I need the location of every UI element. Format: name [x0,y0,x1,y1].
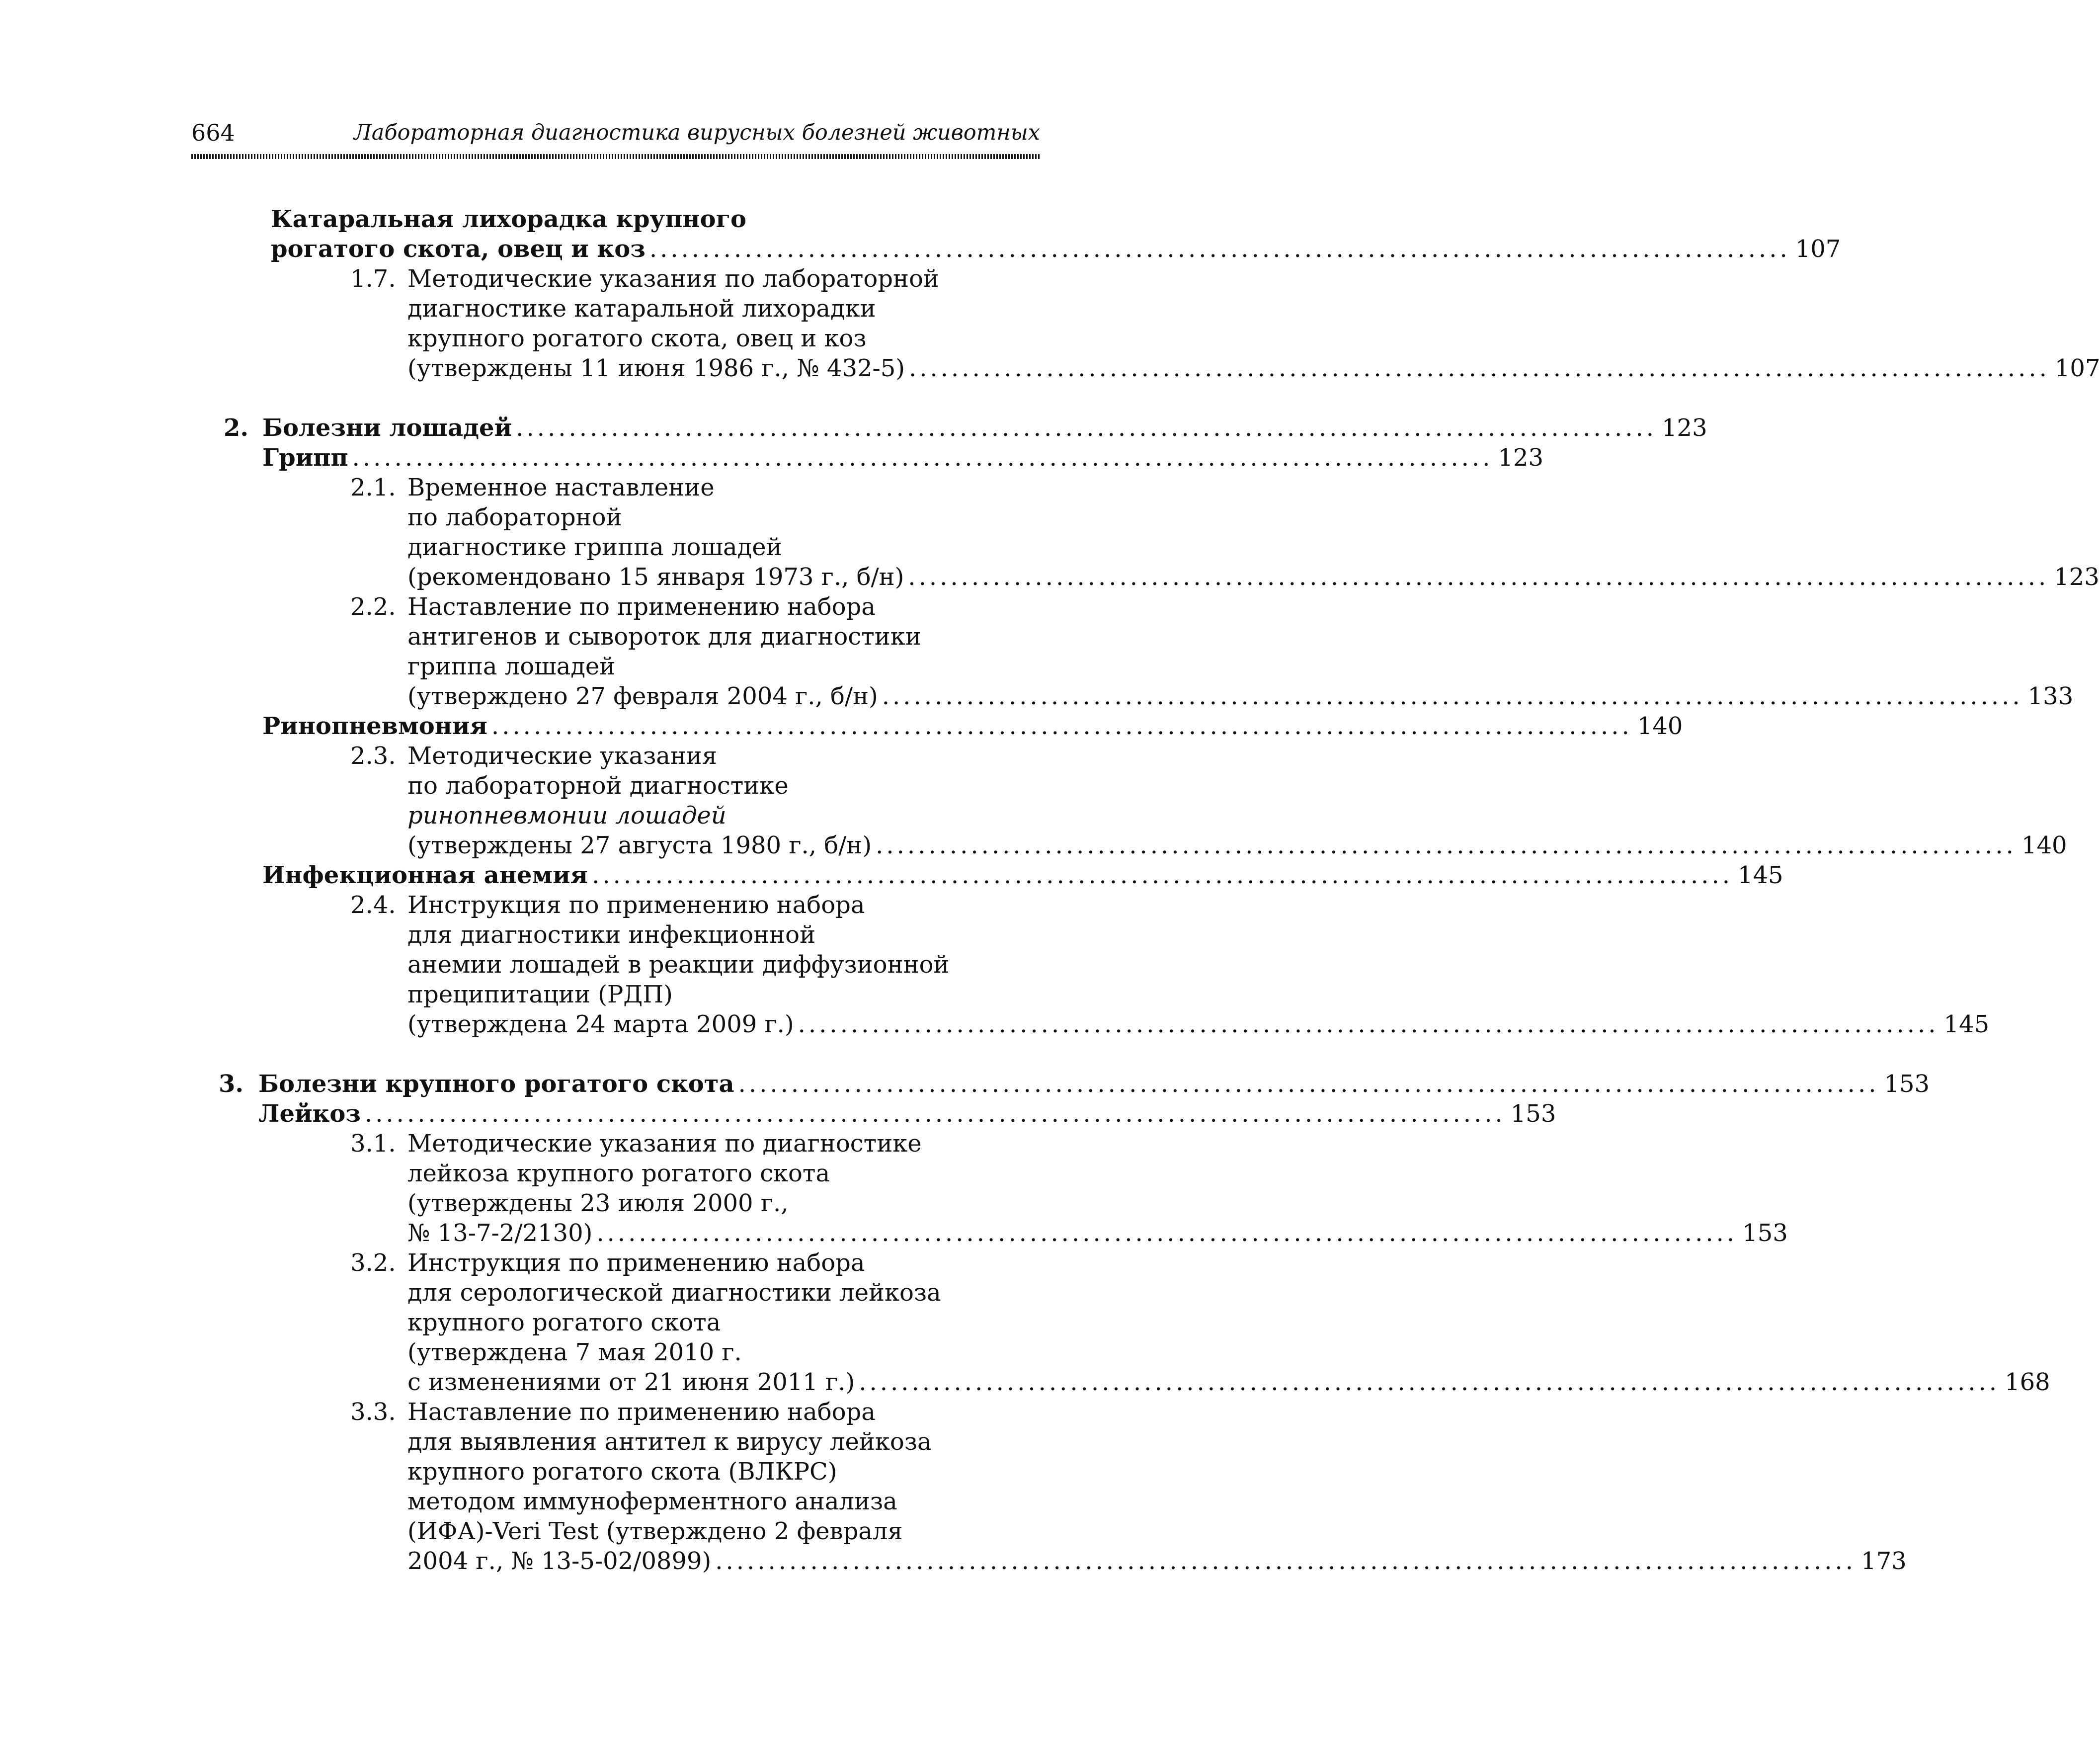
toc-entry-text: (ИФА)-Veri Test (утверждено 2 февраля [407,1517,903,1545]
toc-item-number: 2.4. [350,891,396,919]
toc-page-number: 123 [1498,444,1544,472]
dot-leader: ............................................................................................................ [908,563,2049,591]
toc-entry-text: Инструкция по применению набора [407,1249,865,1277]
toc-entry[interactable] [407,1367,2050,1398]
toc-entry-text: для диагностики инфекционной [407,921,816,949]
toc-entry-text: крупного рогатого скота (ВЛКРС) [407,1458,837,1486]
toc-entry-text: анемии лошадей в реакции диффузионной [407,951,950,979]
toc-entry-text: Методические указания по диагностике [407,1130,922,1158]
toc-entry-text: диагностике катаральной лихорадки [407,295,876,323]
toc-entry-text: Наставление по применению набора [407,593,876,621]
toc-entry-text: Временное наставление [407,474,715,501]
toc-entry-text: крупного рогатого скота, овец и коз [407,325,867,352]
dot-leader: ............................................................................................................ [491,712,1632,740]
toc-item-number: 3.2. [350,1249,396,1277]
toc-page-number: 153 [1510,1100,1556,1128]
dot-leader: ............................................................................................................ [596,1219,1738,1247]
toc-section-title: Болезни крупного рогатого скота [258,1070,734,1098]
dot-leader: ............................................................................................................ [649,235,1790,263]
dot-leader: ............................................................................................................ [909,354,2050,382]
toc-entry-text: ринопневмонии лошадей [407,802,727,830]
toc-entry-text: (утверждены 27 августа 1980 г., б/н) [407,831,872,859]
toc-page-number: 168 [2005,1368,2050,1396]
toc-entry-text: (утверждены 23 июля 2000 г., [407,1189,789,1217]
toc-entry[interactable] [407,1009,1990,1040]
toc-entry-text: гриппа лошадей [407,653,616,680]
toc-page-number: 145 [1943,1010,1990,1038]
running-title: Лабораторная диагностика вирусных болезней животных [353,120,1040,145]
toc-entry-text: (утверждена 7 мая 2010 г. [407,1338,742,1366]
toc-entry-text: диагностике гриппа лошадей [407,533,782,561]
toc-entry-text: крупного рогатого скота [407,1309,721,1336]
toc-section[interactable] [262,413,1707,443]
toc-page-number: 140 [2021,831,2067,859]
page-number: 664 [191,119,235,146]
toc-entry-text: Наставление по применению набора [407,1398,876,1426]
toc-entry[interactable] [271,234,1841,264]
toc-entry[interactable] [407,1546,1907,1577]
toc-item-number: 2.3. [350,742,396,770]
toc-entry[interactable] [407,681,2074,712]
toc-subsection[interactable] [262,442,1544,473]
toc-entry-text: для серологической диагностики лейкоза [407,1279,941,1307]
toc-item-number: 2.2. [350,593,396,621]
toc-page-number: 153 [1884,1070,1930,1098]
toc-entry[interactable] [407,353,2100,384]
dot-leader: ............................................................................................................ [876,831,2017,859]
toc-subsection-title: Лейкоз [258,1100,361,1128]
toc-entry-text: Инструкция по применению набора [407,891,865,919]
toc-subsection-title: Катаральная лихорадка крупного [271,205,746,233]
toc-page-number: 173 [1861,1547,1907,1575]
toc-section-number: 3. [219,1070,244,1098]
toc-entry-text: (утверждено 27 февраля 2004 г., б/н) [407,682,878,710]
toc-entry-text: 2004 г., № 13-5-02/0899) [407,1547,712,1575]
toc-page-number: 107 [2054,354,2100,382]
toc-item-number: 3.3. [350,1398,396,1426]
toc-item-number: 2.1. [350,474,396,501]
toc-page-number: 133 [2027,682,2074,710]
toc-entry-text: (утверждена 24 марта 2009 г.) [407,1010,794,1038]
toc-entry-text: для выявления антител к вирусу лейкоза [407,1428,932,1456]
toc-entry-text: (рекомендовано 15 января 1973 г., б/н) [407,563,904,591]
toc-entry-text: по лабораторной [407,503,622,531]
dot-leader: ............................................................................................................ [516,414,1657,442]
toc-subsection-title: Грипп [262,444,348,472]
toc-section[interactable] [258,1069,1930,1099]
toc-entry-text: с изменениями от 21 июня 2011 г.) [407,1368,855,1396]
toc-page-number: 140 [1637,712,1683,740]
toc-entry-text: по лабораторной диагностике [407,772,789,800]
dot-leader: ............................................................................................................ [352,444,1493,472]
toc-page-number: 107 [1795,235,1841,263]
dot-leader: ............................................................................................................ [859,1368,2000,1396]
toc-entry-text: рогатого скота, овец и коз [271,235,646,263]
toc-item-number: 3.1. [350,1130,396,1158]
toc-subsection[interactable] [262,860,1783,891]
dot-leader: ............................................................................................................ [592,861,1733,889]
toc-entry-text: методом иммуноферментного анализа [407,1488,897,1515]
dot-leader: ............................................................................................................ [882,682,2023,710]
toc-subsection[interactable] [262,711,1683,742]
toc-entry[interactable] [407,830,2067,861]
toc-item-number: 1.7. [350,265,396,293]
toc-page-number: 123 [2054,563,2100,591]
toc-page-number: 123 [1662,414,1707,442]
dot-leader: ............................................................................................................ [364,1100,1506,1128]
toc-subsection-title: Инфекционная анемия [262,861,588,889]
toc-subsection[interactable] [258,1098,1556,1129]
toc-entry-text: преципитации (РДП) [407,981,673,1008]
toc-entry[interactable] [407,1218,1788,1248]
toc-entry[interactable] [407,562,2100,592]
toc-page-number: 153 [1742,1219,1788,1247]
toc-entry-text: (утверждены 11 июня 1986 г., № 432-5) [407,354,905,382]
toc-entry-text: Методические указания по лабораторной [407,265,939,293]
dot-leader: ............................................................................................................ [798,1010,1939,1038]
dot-leader: ............................................................................................................ [715,1547,1857,1575]
toc-subsection-title: Ринопневмония [262,712,487,740]
dot-leader: ............................................................................................................ [738,1070,1879,1098]
toc-entry-text: Методические указания [407,742,718,770]
toc-entry-text: антигенов и сывороток для диагностики [407,623,921,651]
toc-entry-text: № 13-7-2/2130) [407,1219,593,1247]
toc-entry-text: лейкоза крупного рогатого скота [407,1160,830,1187]
toc-page-number: 145 [1737,861,1783,889]
toc-section-number: 2. [224,414,249,442]
toc-section-title: Болезни лошадей [262,414,512,442]
